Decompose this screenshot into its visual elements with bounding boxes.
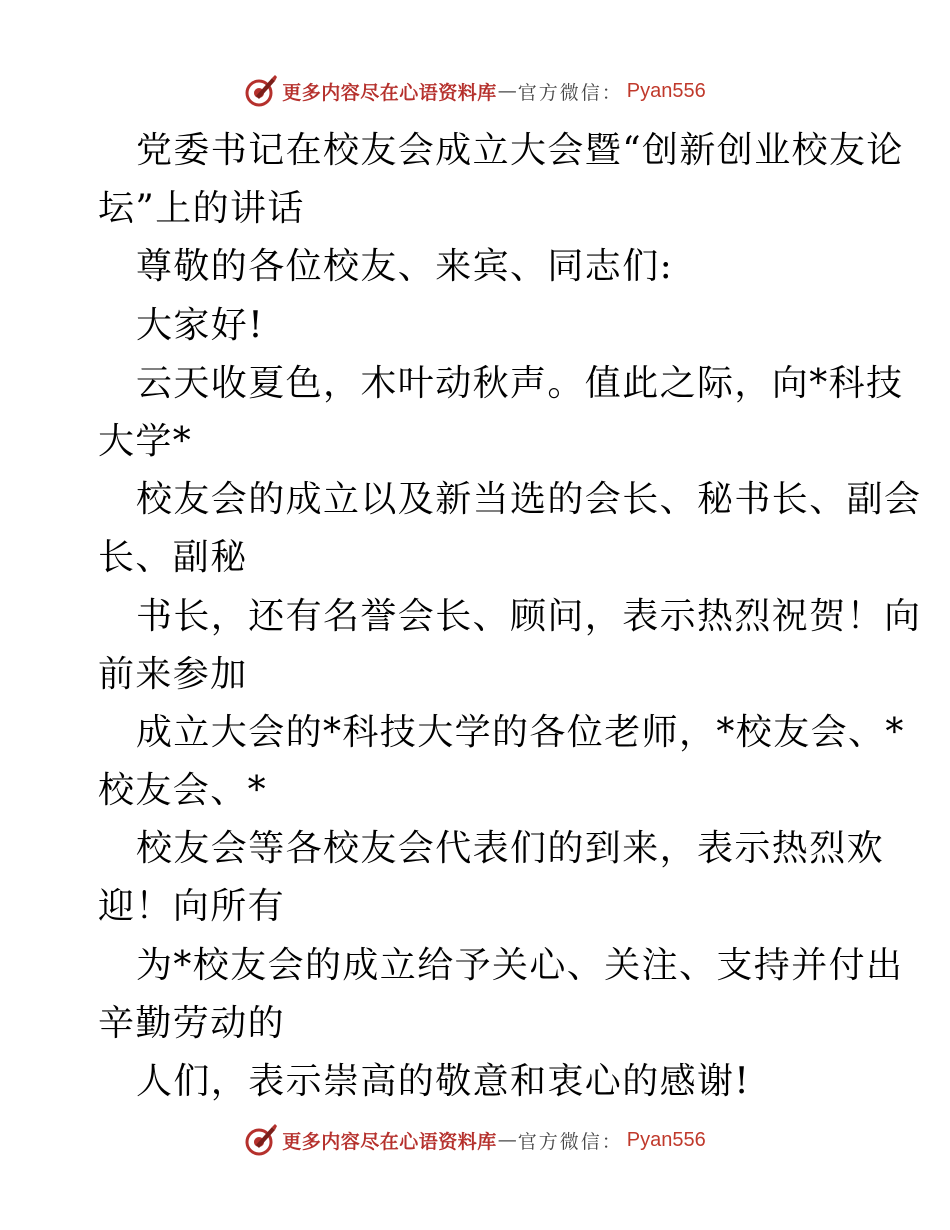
pen-logo-icon (244, 74, 278, 108)
text-line: 书长，还有名誉会长、顾问，表示热烈祝贺！向 (136, 595, 922, 637)
text-line: 大家好! (136, 304, 265, 346)
header-banner (0, 71, 950, 111)
banner-wechat-id: Pyan556 (626, 1128, 706, 1151)
text-line: 校友会、* (98, 770, 268, 812)
banner-wechat-id: Pyan556 (626, 79, 706, 102)
text-line: 校友会等各校友会代表们的到来，表示热烈欢 (136, 828, 885, 870)
text-line: 为*校友会的成立给予关心、关注、支持并付出 (136, 944, 904, 986)
text-line: 坛”上的讲话 (98, 188, 305, 230)
text-line: 迎！向所有 (98, 886, 286, 928)
footer-banner (0, 1120, 950, 1160)
text-line: 尊敬的各位校友、来宾、同志们: (136, 246, 674, 288)
text-line: 长、副秘 (98, 537, 248, 579)
banner-official-label: 官方微信 (517, 81, 602, 104)
banner-text: 更多内容尽在心语资料库 (282, 1130, 497, 1153)
document-body (98, 122, 922, 1111)
banner-separator: — (497, 1129, 517, 1151)
pen-logo-icon (244, 1123, 278, 1157)
banner-colon: ： (601, 1130, 621, 1153)
banner-official-label: 官方微信 (517, 1130, 602, 1153)
text-line: 云天收夏色，木叶动秋声。值此之际，向*科技 (136, 362, 904, 404)
text-line: 成立大会的*科技大学的各位老师，*校友会、* (136, 711, 905, 753)
text-line: 校友会的成立以及新当选的会长、秘书长、副会 (136, 479, 922, 521)
text-line: 前来参加 (98, 653, 248, 695)
text-line: 人们，表示崇高的敬意和衷心的感谢! (136, 1061, 751, 1102)
banner-separator: — (497, 80, 517, 102)
banner-text: 更多内容尽在心语资料库 (282, 81, 497, 104)
text-line: 辛勤劳动的 (98, 1002, 286, 1044)
text-line: 党委书记在校友会成立大会暨“创新创业校友论 (136, 130, 904, 171)
text-line: 大学* (98, 420, 193, 462)
banner-colon: ： (601, 81, 621, 104)
